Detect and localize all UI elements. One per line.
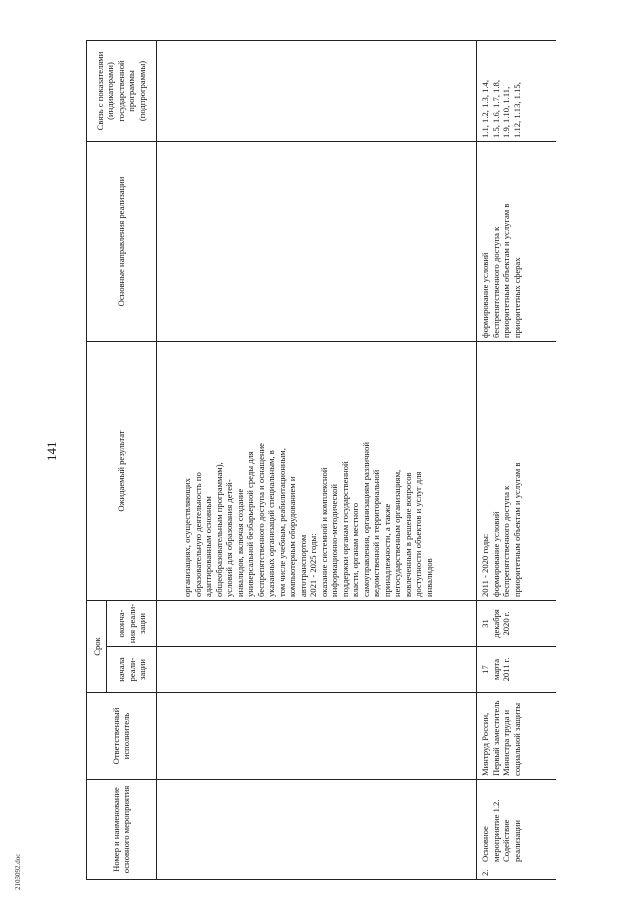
col-divider-2: [86, 779, 556, 780]
col-divider-5: [86, 600, 556, 601]
header-indicator-link: Связь с показателями (индикаторами) государственной программы (подпрограммы): [94, 51, 147, 131]
row2-end-date: 31 декабря 2020 г.: [480, 609, 511, 638]
row2-responsible: Минтруд России, Первый заместитель Министра труда и социальной защиты: [480, 700, 522, 776]
footer-file-code: 2103092.doc: [14, 853, 22, 890]
header-term: Срок: [91, 637, 102, 656]
header-expected-result: Ожидаемый результат: [115, 430, 126, 512]
header-bottom-border: [156, 40, 157, 880]
header-responsible: Ответственный исполнитель: [110, 707, 131, 765]
row2-start-date: 17 марта 2011 г.: [480, 657, 511, 682]
row2-directions: формирование условий беспрепятственного доступа к приоритетным объектам и услугам в приоритетных сферах: [480, 203, 522, 338]
col-divider-4: [106, 646, 556, 647]
header-term-end: оконча-ния реали-зации: [116, 603, 148, 644]
term-subheader-divider: [106, 601, 107, 693]
row2-expected-result: 2011 - 2020 годы: формирование условий беспрепятственного доступа к приоритетным объектам и услугам в: [480, 462, 522, 597]
header-number-name: Номер и наименование основного мероприятия: [110, 785, 131, 874]
row2-indicator-link: 1.1, 1.2, 1.3, 1.4, 1.5, 1.6, 1.7, 1.8, 1.9, 1.10, 1.11, 1.12, 1.13, 1.15,: [480, 79, 522, 138]
header-term-start: начала реали-зации: [116, 657, 148, 682]
row2-activity-name: Основное мероприятие 1.2. Содействие реализации: [480, 799, 522, 862]
row-divider: [476, 40, 477, 880]
col-divider-3: [86, 692, 556, 693]
col-divider-6: [86, 341, 556, 342]
data-table: [86, 40, 566, 880]
table-top-border: [86, 40, 87, 880]
page-number: 141: [44, 441, 59, 461]
continued-expected-result: организациях, осуществляющих образовательную деятельность по адаптированным основным общеобразовательным программам), условий для образования детей- инвалидов, включая создание универсальной безбарьерной среды для беспрепятственного доступа и оснащение указанных организаций специальным, в том числе учебным, реабилитационным, компьютерным оборудованием и автотранспортом 2021 - 2025 годы: оказание системной и комплексной информационно-методической поддержки органам государственной власти, органам местного самоуправления, организациям различной ведомственной и территориальной принадлежности, а также негосударственным организациям, вовлеченным в решение вопросов доступности объектов и услуг для инвалидов: [182, 442, 434, 597]
row2-number: 2.: [480, 869, 490, 876]
col-divider-8: [86, 40, 556, 41]
col-divider-1: [86, 879, 556, 880]
col-divider-7: [86, 141, 556, 142]
header-directions: Основные направления реализации: [115, 176, 126, 307]
